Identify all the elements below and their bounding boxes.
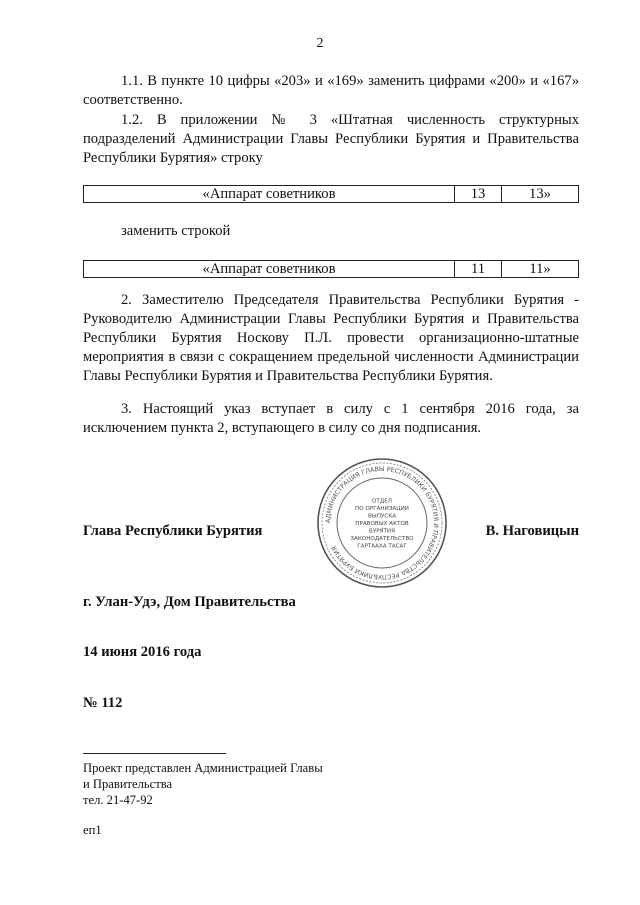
item-1-1: 1.1. В пункте 10 цифры «203» и «169» заменить цифрами «200» и «167» соответственно. xyxy=(83,73,579,108)
footnote-line-2: и Правительства xyxy=(83,777,173,791)
item-2: 2. Заместителю Председателя Правительства Республики Бурятия - Руководителю Администрации Главы Республики Бурятия и Правительства Республики Бурятия Носкову П.Л. провести организационно-штатные мероприятия в связи с сокращением предельной численности Администрации Главы Республики Бурятия и Правительства Республики Бурятия. xyxy=(83,292,579,384)
document-number: № 112 xyxy=(83,695,123,711)
replace-text: заменить строкой xyxy=(121,223,231,239)
table-row xyxy=(84,261,579,278)
footnote-line-1: Проект представлен Администрацией Главы xyxy=(83,761,323,775)
item-3: 3. Настоящий указ вступает в силу с 1 сентября 2016 года, за исключением пункта 2, вступающего в силу со дня подписания. xyxy=(83,401,579,436)
signature-name: В. Наговицын xyxy=(485,523,579,539)
table-cell-name: «Аппарат советников xyxy=(84,261,455,278)
stamp-center-text xyxy=(350,499,414,550)
table-cell-value: 11» xyxy=(502,261,579,278)
stamp-line: ПО ОРГАНИЗАЦИИ xyxy=(355,506,409,512)
stamp-line: ПРАВОВЫХ АКТОВ xyxy=(355,521,409,527)
stamp-line: ВЫПУСКА xyxy=(367,513,397,520)
table-cell-value: 11 xyxy=(455,261,502,278)
stamp-line: ЗАКОНОДАТЕЛЬСТВО xyxy=(350,536,414,542)
place: г. Улан-Удэ, Дом Правительства xyxy=(83,594,296,610)
footnote-divider xyxy=(83,753,226,754)
signature-position: Глава Республики Бурятия xyxy=(83,523,263,539)
table-cell-value: 13 xyxy=(455,186,502,203)
table-old-row xyxy=(83,185,579,203)
stamp-ring-text: АДМИНИСТРАЦИЯ ГЛАВЫ РЕСПУБЛИКИ БУРЯТИЯ И ПРАВИТЕЛЬСТВА РЕСПУБЛИКИ БУРЯТИЯ xyxy=(324,465,440,581)
item-1-2: 1.2. В приложении № 3 «Штатная численность структурных подразделений Администрации Главы Республики Бурятия и Правительства Республики Бурятия» строку xyxy=(83,112,579,166)
table-new-row xyxy=(83,260,579,278)
stamp-line: ОТДЕЛ xyxy=(372,498,392,505)
table-cell-value: 13» xyxy=(502,186,579,203)
date: 14 июня 2016 года xyxy=(83,644,202,660)
table-row xyxy=(84,186,579,203)
stamp-line: ГАРТААХА ТАСАГ xyxy=(357,543,407,550)
page-number: 2 xyxy=(316,36,324,51)
initials: еп1 xyxy=(83,823,102,837)
table-cell-name: «Аппарат советников xyxy=(84,186,455,203)
footnote-phone: тел. 21-47-92 xyxy=(83,793,153,807)
official-stamp xyxy=(314,455,450,591)
stamp-line: БУРЯТИЯ xyxy=(369,528,395,535)
